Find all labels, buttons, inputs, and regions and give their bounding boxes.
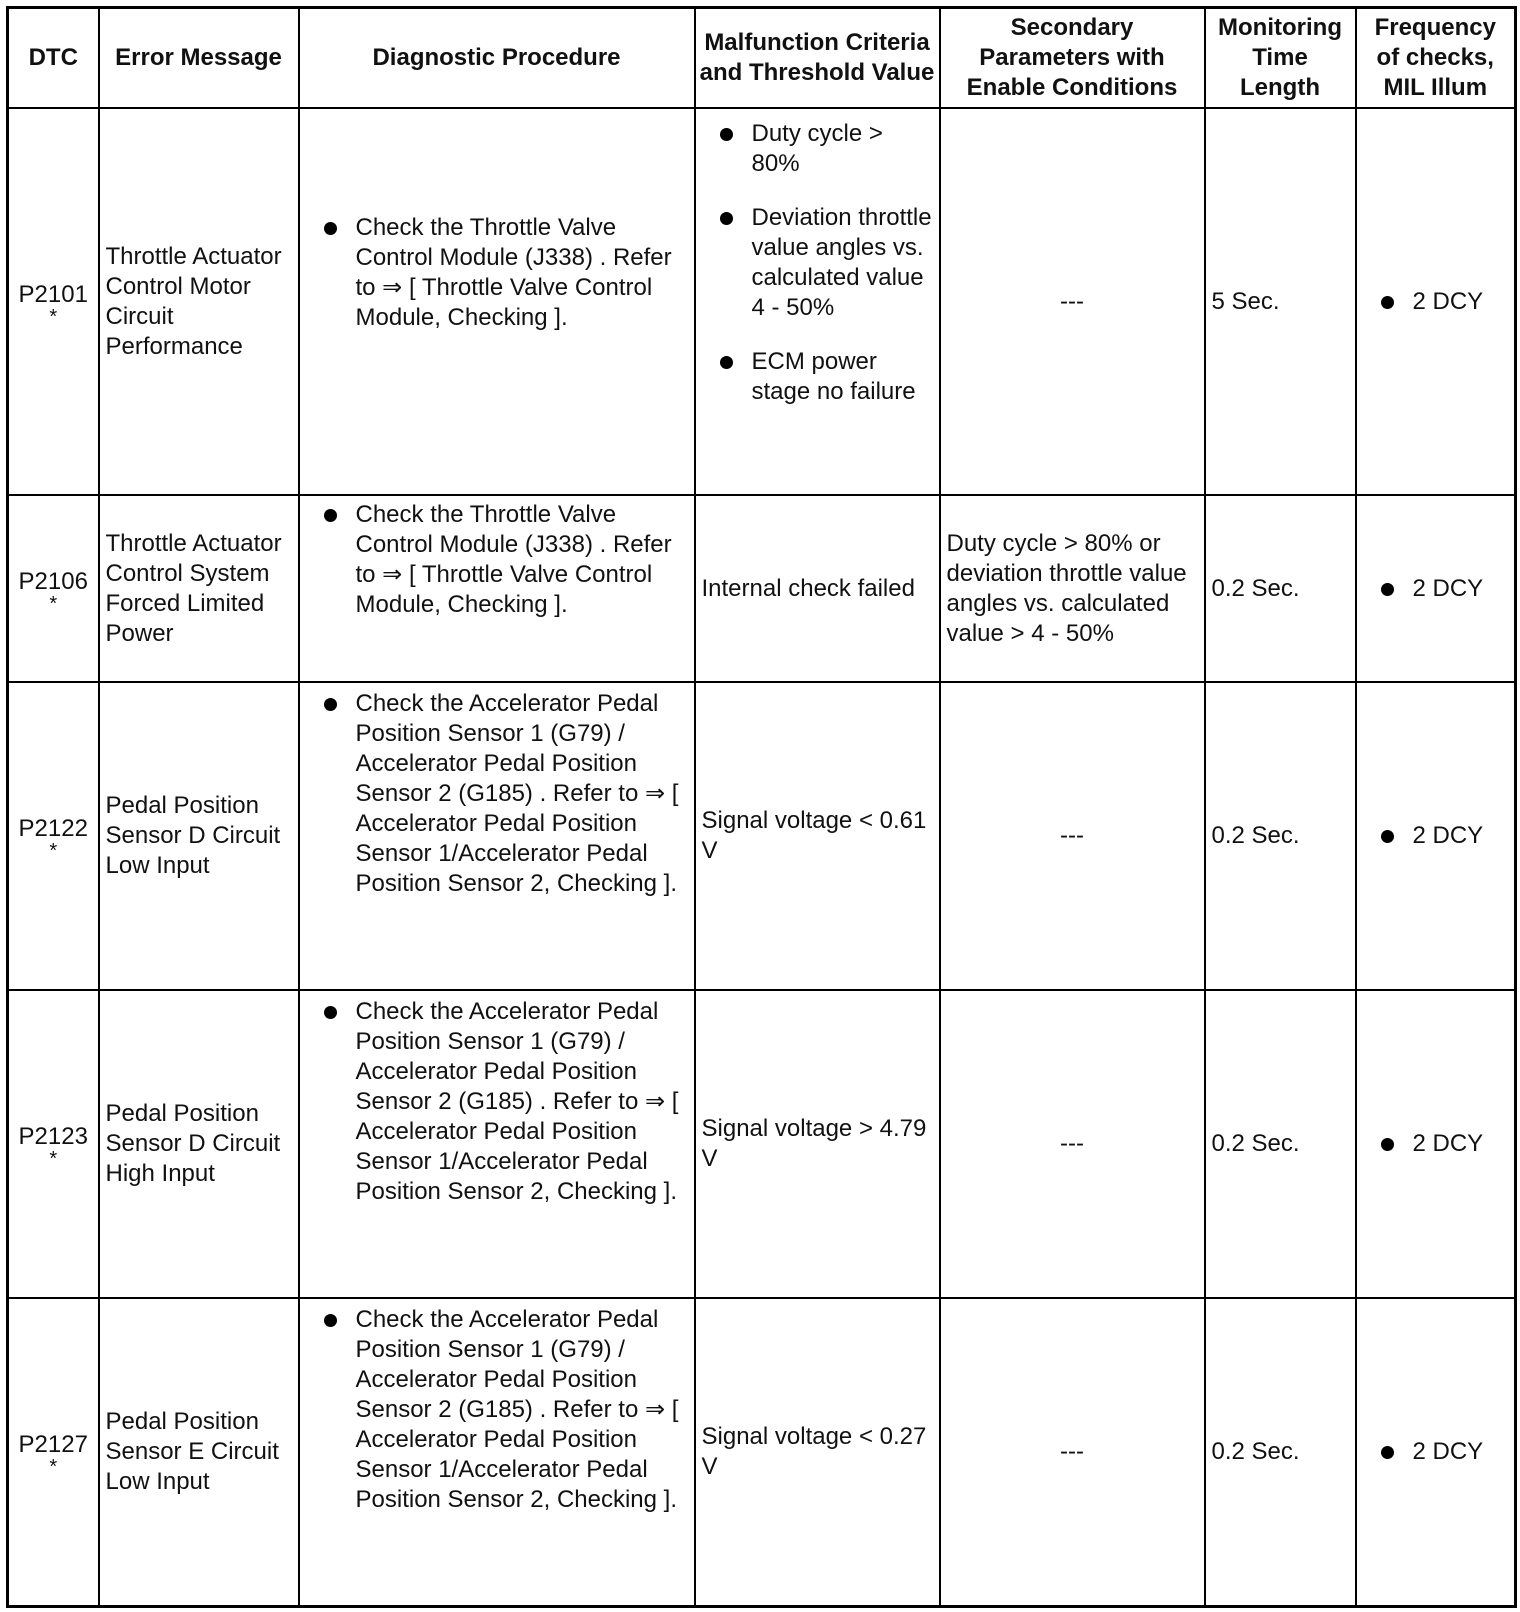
procedure-item: Check the Throttle Valve Control Module (J338) . Refer to ⇒ [ Throttle Valve Control Module, Checking ]. — [320, 500, 686, 620]
criteria-item: Duty cycle > 80% — [716, 119, 933, 179]
dtc-cell — [8, 682, 99, 990]
monitoring-cell: 0.2 Sec. — [1205, 1298, 1356, 1606]
secondary-cell: --- — [940, 682, 1205, 990]
procedure-cell — [299, 990, 695, 1298]
dtc-code: P2127 — [18, 1430, 88, 1458]
dtc-code: P2101 — [18, 280, 88, 308]
monitoring-cell: 0.2 Sec. — [1205, 495, 1356, 682]
procedure-item: Check the Accelerator Pedal Position Sensor 1 (G79) / Accelerator Pedal Position Sensor 2 (G185) . Refer to ⇒ [ Accelerator Pedal Position Sensor 1/Accelerator Pedal Position Sensor 2, Checking ]. — [320, 689, 686, 899]
criteria-cell — [695, 108, 940, 495]
frequency-cell — [1356, 990, 1516, 1298]
criteria-cell: Signal voltage > 4.79 V — [695, 990, 940, 1298]
header-error-message: Error Message — [99, 8, 299, 109]
table-row — [8, 495, 1516, 682]
procedure-item: Check the Accelerator Pedal Position Sensor 1 (G79) / Accelerator Pedal Position Sensor 2 (G185) . Refer to ⇒ [ Accelerator Pedal Position Sensor 1/Accelerator Pedal Position Sensor 2, Checking ]. — [320, 1305, 686, 1515]
dtc-star: * — [49, 1455, 58, 1478]
dtc-star: * — [49, 1148, 58, 1170]
criteria-item: ECM power stage no failure — [716, 347, 933, 407]
dtc-table — [6, 6, 1517, 1608]
dtc-cell — [8, 990, 99, 1298]
error-message-cell: Pedal Position Sensor D Circuit Low Input — [99, 682, 299, 990]
criteria-cell: Internal check failed — [695, 495, 940, 682]
criteria-item: Deviation throttle value angles vs. calculated value 4 - 50% — [716, 203, 933, 323]
frequency-item: 2 DCY — [1377, 1129, 1509, 1159]
frequency-cell — [1356, 495, 1516, 682]
table-row — [8, 682, 1516, 990]
secondary-cell: Duty cycle > 80% or deviation throttle value angles vs. calculated value > 4 - 50% — [940, 495, 1205, 682]
header-secondary-parameters: Secondary Parameters with Enable Conditions — [940, 8, 1205, 109]
monitoring-cell: 0.2 Sec. — [1205, 990, 1356, 1298]
error-message-cell: Throttle Actuator Control Motor Circuit Performance — [99, 108, 299, 495]
dtc-cell — [8, 495, 99, 682]
secondary-cell: --- — [940, 1298, 1205, 1606]
frequency-cell — [1356, 108, 1516, 495]
procedure-cell — [299, 1298, 695, 1606]
secondary-cell: --- — [940, 108, 1205, 495]
error-message-cell: Pedal Position Sensor E Circuit Low Input — [99, 1298, 299, 1606]
table-row — [8, 108, 1516, 495]
criteria-cell: Signal voltage < 0.27 V — [695, 1298, 940, 1606]
error-message-cell: Pedal Position Sensor D Circuit High Input — [99, 990, 299, 1298]
monitoring-cell: 0.2 Sec. — [1205, 682, 1356, 990]
criteria-cell: Signal voltage < 0.61 V — [695, 682, 940, 990]
error-message-cell: Throttle Actuator Control System Forced Limited Power — [99, 495, 299, 682]
frequency-item: 2 DCY — [1377, 821, 1509, 851]
frequency-cell — [1356, 682, 1516, 990]
frequency-cell — [1356, 1298, 1516, 1606]
header-monitoring-time: Monitoring Time Length — [1205, 8, 1356, 109]
header-malfunction-criteria: Malfunction Criteria and Threshold Value — [695, 8, 940, 109]
header-frequency: Frequency of checks, MIL Illum — [1356, 8, 1516, 109]
procedure-cell — [299, 682, 695, 990]
header-dtc: DTC — [8, 8, 99, 109]
table-row — [8, 990, 1516, 1298]
dtc-code: P2123 — [18, 1123, 88, 1150]
dtc-cell — [8, 108, 99, 495]
secondary-cell: --- — [940, 990, 1205, 1298]
frequency-item: 2 DCY — [1377, 1437, 1509, 1467]
procedure-cell — [299, 495, 695, 682]
dtc-star: * — [49, 840, 58, 862]
procedure-cell — [299, 108, 695, 495]
monitoring-cell: 5 Sec. — [1205, 108, 1356, 495]
dtc-code: P2106 — [18, 567, 88, 595]
header-diagnostic-procedure: Diagnostic Procedure — [299, 8, 695, 109]
dtc-cell — [8, 1298, 99, 1606]
frequency-item: 2 DCY — [1377, 287, 1509, 317]
dtc-star: * — [49, 592, 58, 615]
dtc-code: P2122 — [18, 815, 88, 842]
table-row — [8, 1298, 1516, 1606]
frequency-item: 2 DCY — [1377, 574, 1509, 604]
header-row — [8, 8, 1516, 109]
procedure-item: Check the Throttle Valve Control Module (J338) . Refer to ⇒ [ Throttle Valve Control Module, Checking ]. — [320, 213, 686, 333]
dtc-star: * — [49, 305, 58, 328]
procedure-item: Check the Accelerator Pedal Position Sensor 1 (G79) / Accelerator Pedal Position Sensor 2 (G185) . Refer to ⇒ [ Accelerator Pedal Position Sensor 1/Accelerator Pedal Position Sensor 2, Checking ]. — [320, 997, 686, 1207]
